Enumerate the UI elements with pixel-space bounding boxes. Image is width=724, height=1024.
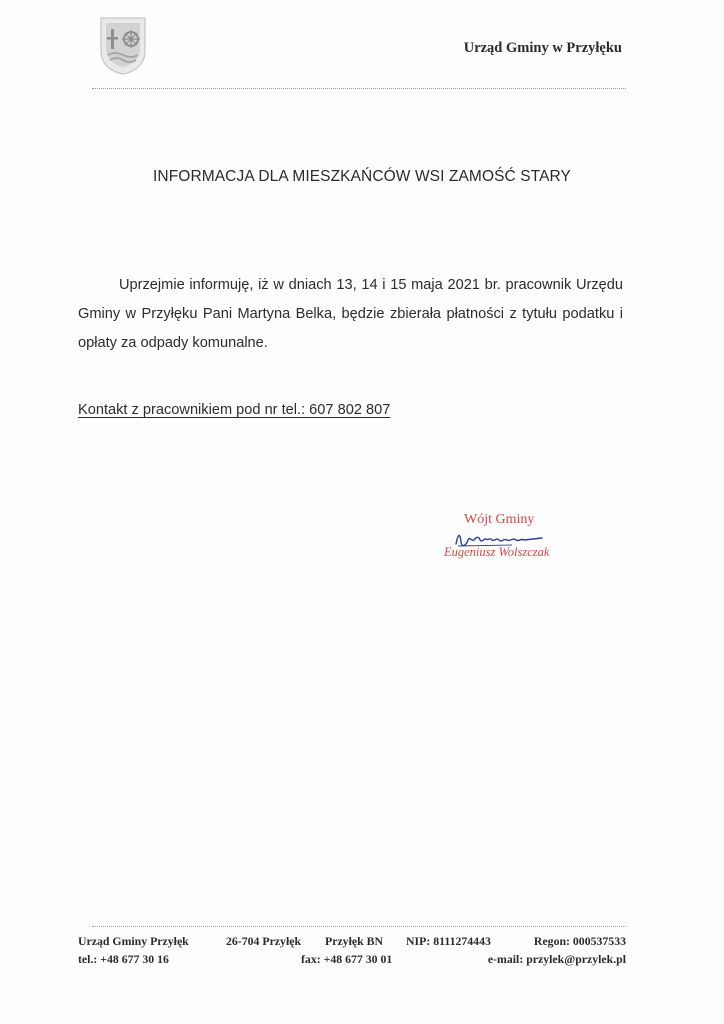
footer-row-1: [78, 934, 626, 952]
footer-divider: [92, 926, 626, 927]
body-paragraph: Uprzejmie informuję, iż w dniach 13, 14 i 15 maja 2021 br. pracownik Urzędu Gminy w Przyłęku Pani Martyna Belka, będzie zbierała płatności z tytułu podatku i opłaty za odpady komunalne.: [78, 277, 623, 351]
header-divider: [92, 88, 626, 89]
signature-name: Eugeniusz Wolszczak: [444, 545, 550, 559]
footer-postal: 26-704 Przyłęk: [226, 934, 302, 948]
signature-role: Wójt Gminy: [464, 512, 535, 527]
signature-stamp: [430, 508, 610, 568]
footer-row-2: [78, 952, 626, 970]
footer: [78, 934, 626, 970]
footer-email: e-mail: przylek@przylek.pl: [487, 952, 626, 966]
footer-office: Urząd Gminy Przyłęk: [78, 934, 189, 948]
document-title: INFORMACJA DLA MIESZKAŃCÓW WSI ZAMOŚĆ STARY: [153, 168, 571, 185]
footer-regon: Regon: 000537533: [533, 934, 626, 948]
footer-phone: tel.: +48 677 30 16: [78, 952, 169, 966]
contact-line: Kontakt z pracownikiem pod nr tel.: 607 802 807: [78, 402, 391, 418]
footer-bank: Przyłęk BN: [325, 934, 383, 948]
footer-fax: fax: +48 677 30 01: [301, 952, 393, 966]
footer-nip: NIP: 8111274443: [406, 934, 491, 948]
office-name: Urząd Gminy w Przyłęku: [463, 40, 622, 56]
coat-of-arms-icon: [100, 17, 146, 75]
